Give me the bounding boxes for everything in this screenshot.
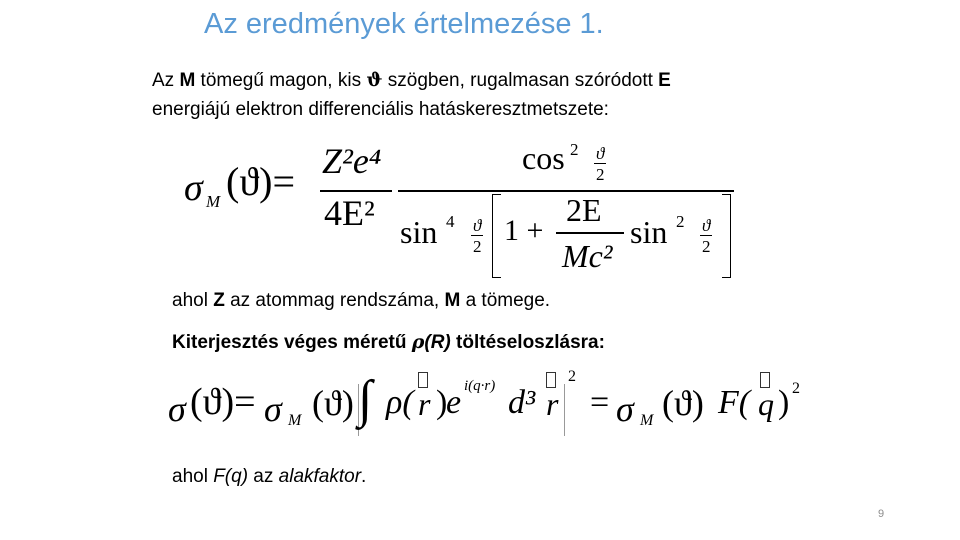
mass-symbol: M — [179, 70, 196, 91]
energy-symbol: E — [658, 70, 671, 91]
note-form-factor — [172, 466, 366, 488]
half-angle-bar — [594, 163, 606, 164]
equals-sign: = — [590, 384, 610, 421]
rho-close: ) — [436, 384, 448, 421]
note-extension — [172, 331, 605, 354]
half-angle-den: 2 — [473, 237, 482, 256]
half-angle-num: ϑ — [473, 216, 482, 235]
exp-base: e — [446, 384, 462, 421]
page-number: 9 — [878, 508, 885, 520]
r-vector: r — [418, 386, 431, 422]
integral-sign: ∫ — [358, 371, 373, 428]
fraction-numerator: Z²e⁴ — [322, 141, 382, 181]
note-text: ahol — [172, 466, 214, 487]
energy-fraction-bar — [556, 232, 624, 234]
sigma-subscript: M — [640, 412, 654, 429]
note-text: a tömege. — [460, 290, 551, 311]
right-bracket — [722, 194, 731, 278]
half-angle-bar — [700, 235, 712, 236]
square-exponent: 2 — [792, 380, 800, 397]
sigma-m-symbol: σ — [616, 389, 634, 429]
intro-text — [152, 66, 671, 124]
rho-function: ρ( — [386, 384, 414, 421]
half-angle-den: 2 — [596, 165, 605, 184]
note-atomic-number — [172, 290, 550, 312]
note-text: ahol — [172, 290, 214, 311]
fraction-denominator: 4E² — [324, 193, 375, 233]
half-angle-num: ϑ — [596, 144, 605, 163]
sin-exponent: 2 — [676, 212, 685, 231]
half-angle-num: ϑ — [702, 216, 711, 235]
note-text: Kiterjesztés véges méretű — [172, 332, 412, 353]
r-vector: r — [546, 386, 559, 422]
note-text: . — [361, 466, 367, 487]
sin-function: sin — [400, 214, 438, 250]
form-factor-function: F( — [718, 384, 751, 421]
intro-line-1 — [152, 66, 671, 95]
form-factor-symbol: F(q) — [213, 466, 249, 487]
d3-symbol: d³ — [508, 384, 536, 421]
cos-function: cos — [522, 140, 565, 176]
sigma-symbol: σ — [168, 389, 186, 429]
sigma-subscript: M — [288, 412, 302, 429]
m-symbol: M — [444, 290, 461, 311]
square-exponent: 2 — [568, 368, 576, 385]
sigma-symbol: σ — [184, 167, 203, 209]
sin-exponent: 4 — [446, 212, 455, 231]
form-factor-close: ) — [778, 384, 790, 421]
two-e-numerator: 2E — [566, 192, 602, 228]
radius-arg: (R) — [424, 332, 451, 353]
abs-right-bar — [564, 384, 565, 436]
rho-symbol: ρ — [411, 331, 425, 353]
theta-symbol: ϑ — [366, 69, 383, 91]
slide-title: Az eredmények értelmezése 1. — [204, 8, 604, 40]
sigma-subscript: M — [206, 192, 221, 211]
sin-function: sin — [630, 214, 668, 250]
intro-text-part: tömegű magon, kis — [195, 70, 367, 91]
cos-exponent: 2 — [570, 140, 579, 159]
one-plus: 1 + — [504, 214, 544, 247]
lhs-argument: (ϑ)= — [226, 159, 296, 204]
z-symbol: Z — [213, 290, 225, 311]
half-angle-bar — [471, 235, 483, 236]
note-text: töltéseloszlásra: — [450, 332, 605, 353]
exponent: i(q·r) — [464, 378, 496, 394]
note-text: az — [248, 466, 279, 487]
intro-line-2: energiájú elektron differenciális hatáskeresztmetszete: — [152, 99, 609, 120]
half-angle-den: 2 — [702, 237, 711, 256]
mc2-denominator: Mc² — [562, 238, 613, 274]
note-text: az atommag rendszáma, — [224, 290, 445, 311]
intro-text-part: Az — [152, 70, 180, 91]
q-vector: q — [758, 386, 774, 422]
left-bracket — [492, 194, 501, 278]
sigma-argument: (ϑ) — [662, 383, 704, 423]
sigma-m-symbol: σ — [264, 389, 282, 429]
form-factor-term: alakfaktor — [278, 466, 362, 487]
sigma-argument: (ϑ) — [312, 383, 354, 423]
lhs-argument: (ϑ)= — [190, 381, 256, 423]
intro-text-part: szögben, rugalmasan szóródott — [382, 70, 659, 91]
